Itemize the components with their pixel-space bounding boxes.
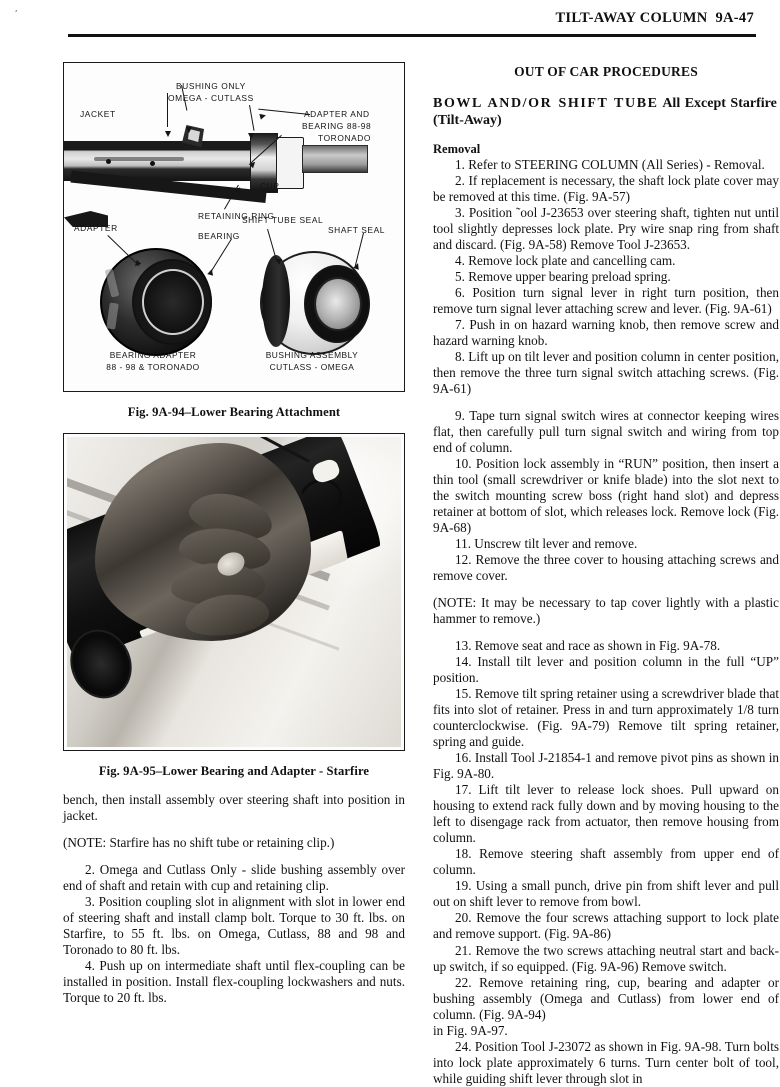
label-bushing-only: BUSHING ONLY (176, 81, 246, 91)
procedure-note: (NOTE: It may be necessary to tap cover lightly with a plastic hammer to remove.) (433, 594, 779, 626)
step-19: 19. Using a small punch, drive pin from shift lever and pull out on shift lever to remove from bowl. (433, 878, 779, 910)
figure-caption-9a-94: Fig. 9A-94–Lower Bearing Attachment (127, 405, 341, 419)
step-7: 7. Push in on hazard warning knob, then remove screw and hazard warning knob. (433, 317, 779, 349)
step-16: 16. Install Tool J-21854-1 and remove pivot pins as shown in Fig. 9A-80. (433, 750, 779, 782)
label-toronado: TORONADO (318, 133, 372, 143)
arrow-bushing-2 (248, 133, 254, 139)
section-title: OUT OF CAR PROCEDURES (514, 64, 698, 79)
left-paragraph: bench, then install assembly over steering shaft into position in jacket. (63, 792, 405, 824)
step-4: 4. Remove lock plate and cancelling cam. (455, 253, 676, 269)
figure-foot-right (244, 349, 380, 373)
step-6: 6. Position turn signal lever in right turn position, then remove turn signal lever attaching screw and lever. (Fig. 9A-61) (433, 285, 779, 317)
left-step-3: 3. Position coupling slot in alignment with slot in lower end of steering shaft and install clamp bolt. Torque to 30 ft. lbs. on Starfire, to 55 ft. lbs. on Omega, Cutlass, 88 and 98 and Toronado to 80 ft. lbs. (63, 894, 405, 958)
label-adapter: ADAPTER (74, 223, 118, 233)
subsection-title (433, 96, 779, 129)
left-step-4: 4. Push up on intermediate shaft until flex-coupling can be installed in position. Install flex-coupling lockwashers and nuts. Torque to 20 ft. lbs. (63, 958, 405, 1006)
shift-tube-seal-band (262, 255, 290, 347)
jacket-hole-2 (150, 161, 155, 166)
step-5: 5. Remove upper bearing preload spring. (455, 269, 671, 285)
label-cup: CUP (260, 181, 280, 191)
right-column (433, 60, 779, 1087)
foot-left-line2: 88 - 98 & TORONADO (106, 361, 200, 372)
step-3: 3. Position ˜ool J-23653 over steering shaft, tighten nut until tool slightly depresses lock plate. Pry wire snap ring from shaft and discard. (Fig. 9A-58) Remove Tool J-23653. (433, 205, 779, 253)
bearing-adapter-bore (142, 269, 204, 335)
leader-bushing-2 (249, 105, 255, 131)
adapter-bearing-illustration (302, 145, 368, 173)
foot-right-line2: CUTLASS - OMEGA (269, 361, 355, 372)
step-17: 17. Lift tilt lever to release lock shoes. Pull upward on housing to extend rack fully down and by moving housing to the left to disengage rack from actuator, then remove housing from column. (433, 782, 779, 846)
left-column-text (63, 792, 405, 1006)
step-10: 10. Position lock assembly in “RUN” position, then insert a thin tool (small screwdriver or knife blade) into the slot next to the switch mounting screw boss (right hand slot) and depress retainer at bottom of slot, which releases lock. Remove lock (Fig. 9A-68) (433, 455, 779, 535)
shaft-seal-bore (314, 277, 362, 331)
label-jacket: JACKET (80, 109, 116, 119)
arrow-jacket (165, 131, 171, 137)
orphan-line: in Fig. 9A-97. (433, 1022, 508, 1038)
leader-shaft-seal (355, 233, 364, 266)
step-24: 24. Position Tool J-23072 as shown in Fig. 9A-98. Turn bolts into lock plate approximately 6 turns. Turn center bolt of tool, while guiding shift lever through slot in (433, 1038, 779, 1086)
step-11: 11. Unscrew tilt lever and remove. (455, 535, 638, 551)
header-rule (68, 34, 756, 37)
figure-9a-95 (63, 433, 405, 751)
step-13: 13. Remove seat and race as shown in Fig. 9A-78. (455, 637, 721, 653)
foot-left-line1: BEARING ADAPTER (109, 349, 197, 360)
step-1: 1. Refer to STEERING COLUMN (All Series) - Removal. (455, 157, 765, 173)
label-shaft-seal: SHAFT SEAL (328, 225, 386, 235)
jacket-hole-1 (106, 159, 111, 164)
subsection-title-rest: All Except Starfire (662, 96, 777, 111)
bushing-illustration (276, 137, 304, 189)
leader-adapter (258, 108, 310, 115)
step-20: 20. Remove the four screws attaching support to lock plate and remove support. (Fig. 9A-86) (433, 910, 779, 942)
arrow-bearing-ring (207, 268, 214, 275)
running-head-title: TILT-AWAY COLUMN (555, 10, 708, 26)
leader-bearing-ring (211, 238, 232, 271)
left-column (63, 62, 405, 1006)
step-8: 8. Lift up on tilt lever and position column in center position, then remove the three turn signal switch attaching screws. (Fig. 9A-61) (433, 349, 779, 397)
procedure-heading: Removal (433, 142, 481, 157)
arrow-adapter (259, 112, 266, 119)
label-shift-tube-seal: SHIFT TUBE SEAL (242, 215, 324, 225)
step-18: 18. Remove steering shaft assembly from upper end of column. (433, 846, 779, 878)
arrow-shift-tube-seal (276, 259, 282, 265)
subsection-title-main: BOWL AND/OR SHIFT TUBE (433, 96, 659, 111)
label-retaining-ring: RETAINING RING (198, 211, 275, 221)
subsection-title-line2: (Tilt-Away) (433, 112, 502, 128)
label-bearing-8898: BEARING 88-98 (302, 121, 372, 131)
figure-caption-9a-95: Fig. 9A-95–Lower Bearing and Adapter - Starfire (98, 764, 370, 778)
label-omega-cutlass: OMEGA - CUTLASS (168, 93, 254, 103)
step-21: 21. Remove the two screws attaching neutral start and back-up switch, if so equipped. (Fig. 9A-96) Remove switch. (433, 942, 779, 974)
figure-9a-94 (63, 62, 405, 392)
label-bearing: BEARING (198, 231, 240, 241)
page-number: 9A-47 (715, 10, 754, 26)
running-head (555, 10, 754, 27)
photo-lower-bearing-starfire (67, 437, 401, 747)
scan-speck: ʼ (12, 7, 19, 19)
step-2: 2. If replacement is necessary, the shaft lock plate cover may be removed at this time. (Fig. 9A-57) (433, 173, 779, 205)
foot-right-line1: BUSHING ASSEMBLY (265, 349, 359, 360)
step-9: 9. Tape turn signal switch wires at connector keeping wires flat, then carefully pull turn signal switch and wiring from top end of column. (433, 407, 779, 455)
step-14: 14. Install tilt lever and position column in the full “UP” position. (433, 653, 779, 685)
step-15: 15. Remove tilt spring retainer using a screwdriver blade that fits into slot of retainer. Press in and turn approximately 1/8 turn counterclockwise. (Fig. 9A-79) Remove tilt spring retainer, spring and guide. (433, 686, 779, 750)
left-step-2: 2. Omega and Cutlass Only - slide bushing assembly over end of shaft and retain with cup and retaining clip. (63, 862, 405, 894)
left-note: (NOTE: Starfire has no shift tube or retaining clip.) (63, 835, 335, 851)
figure-foot-left (88, 349, 218, 373)
arrow-bushing (186, 127, 192, 133)
step-22: 22. Remove retaining ring, cup, bearing and adapter or bushing assembly (Omega and Cutlass) from lower end of column. (Fig. 9A-94) (433, 974, 779, 1022)
label-adapter-and: ADAPTER AND (304, 109, 370, 119)
step-12: 12. Remove the three cover to housing attaching screws and remove cover. (433, 551, 779, 583)
